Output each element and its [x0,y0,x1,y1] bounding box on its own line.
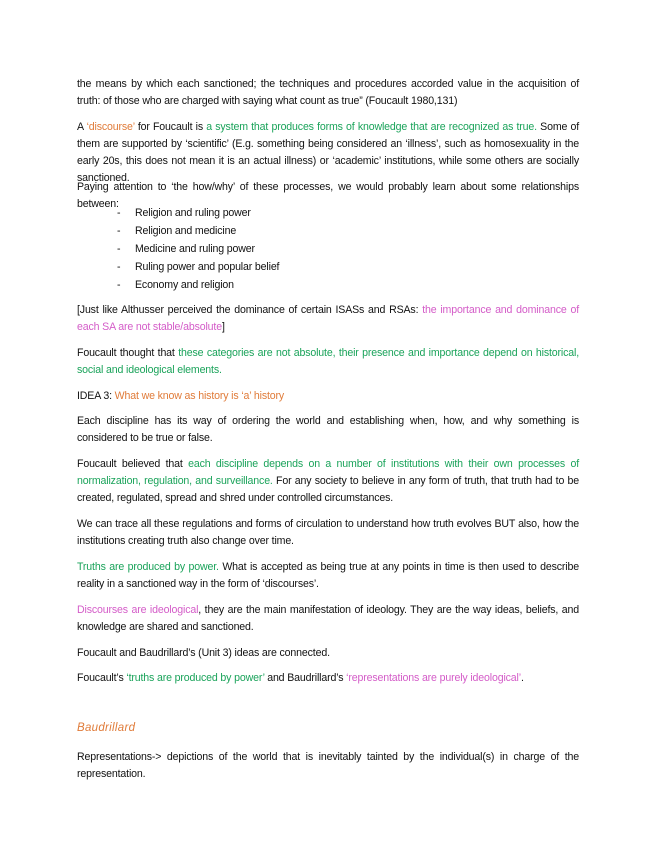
paragraph-relationships-intro: Paying attention to ‘the how/why’ of these processes, we would probably learn about some relationships between: [77,181,579,210]
list-item-text: Economy and religion [135,279,234,291]
highlight-text: these categories are not absolute, their presence and importance depend on historical, social and ideological elements. [77,347,579,376]
text-segment: IDEA 3: [77,390,115,402]
list-item-text: Ruling power and popular belief [135,261,280,273]
paragraph-comparison [77,670,579,687]
text-segment: Foucault thought that [77,347,179,359]
relationships-list [117,204,279,294]
highlight-text: Discourses are ideological [77,604,199,616]
text-segment: A [77,121,87,133]
list-item [117,240,279,258]
list-dash: - [117,207,121,219]
text-segment: for Foucault is [134,121,207,133]
text-segment: Foucault’s [77,672,127,684]
text-segment: [Just like Althusser perceived the dominance of certain ISASs and RSAs: [77,304,423,316]
highlight-text: each discipline depends on a number of institutions with their own processes of normalization, regulation, and surveillance. [77,458,579,487]
paragraph-idea-3 [77,388,579,405]
text-segment: Foucault believed that [77,458,189,470]
list-item [117,258,279,276]
list-item [117,276,279,294]
list-dash: - [117,243,121,255]
list-item [117,222,279,240]
text-segment: , they are the main manifestation of ideology. They are the way ideas, beliefs, and knowledge are shared and sanctioned. [77,604,579,633]
paragraph-institutions [77,456,579,507]
paragraph-discipline: Each discipline has its way of ordering the world and establishing when, how, and why something is considered to be true or false. [77,415,579,444]
list-dash: - [117,261,121,273]
paragraph-regulations: We can trace all these regulations and forms of circulation to understand how truth evolves BUT also, how the institutions creating truth also change over time. [77,518,579,547]
list-item [117,204,279,222]
text-segment: and Baudrillard’s [264,672,347,684]
list-item-text: Religion and ruling power [135,207,251,219]
text-segment: ] [221,321,225,333]
list-item-text: Religion and medicine [135,225,237,237]
paragraph-categories [77,345,579,379]
paragraph-althusser [77,302,579,336]
paragraph-discourses-ideological [77,602,579,636]
section-heading-baudrillard: Baudrillard [77,722,136,734]
text-segment: For any society to believe in any form of truth, that truth had to be created, regulated, spread and shred under controlled circumstances. [77,475,579,504]
highlight-text: ‘truths are produced by power’ [126,672,265,684]
highlight-text: Truths are produced by power. [77,561,219,573]
list-dash: - [117,225,121,237]
text-segment: Some of them are supported by ‘scientific’ (E.g. something being considered an ‘illness’, such as homosexuality in the early 20s, this does not mean it is an actual illness) or ‘academic’ institutions, while some others are socially sanctioned. [77,121,580,184]
discourse-term: ‘discourse’ [86,121,135,133]
text-segment: What is accepted as being true at any points in time is then used to describe reality in a sanctioned way in the form of ‘discourses’. [77,561,579,590]
highlight-text: the importance and dominance of each SA are not stable/absolute [77,304,579,333]
highlight-definition: a system that produces forms of knowledge that are recognized as true. [206,121,537,133]
paragraph-truths-power [77,559,579,593]
highlight-text: What we know as history is ‘a’ history [114,390,285,402]
paragraph-representations: Representations-> depictions of the world that is inevitably tainted by the individual(s) in charge of the representation. [77,751,579,780]
list-item-text: Medicine and ruling power [135,243,255,255]
text-segment: . [520,672,524,684]
highlight-text: ‘representations are purely ideological’ [346,672,521,684]
paragraph-foucault-quote: the means by which each sanctioned; the techniques and procedures accorded value in the acquisition of truth: of those who are charged with saying what count as true” (Foucault 1980,131) [77,78,579,107]
paragraph-discourse-definition [77,119,579,187]
list-dash: - [117,279,121,291]
paragraph-connected: Foucault and Baudrillard’s (Unit 3) ideas are connected. [77,647,330,659]
